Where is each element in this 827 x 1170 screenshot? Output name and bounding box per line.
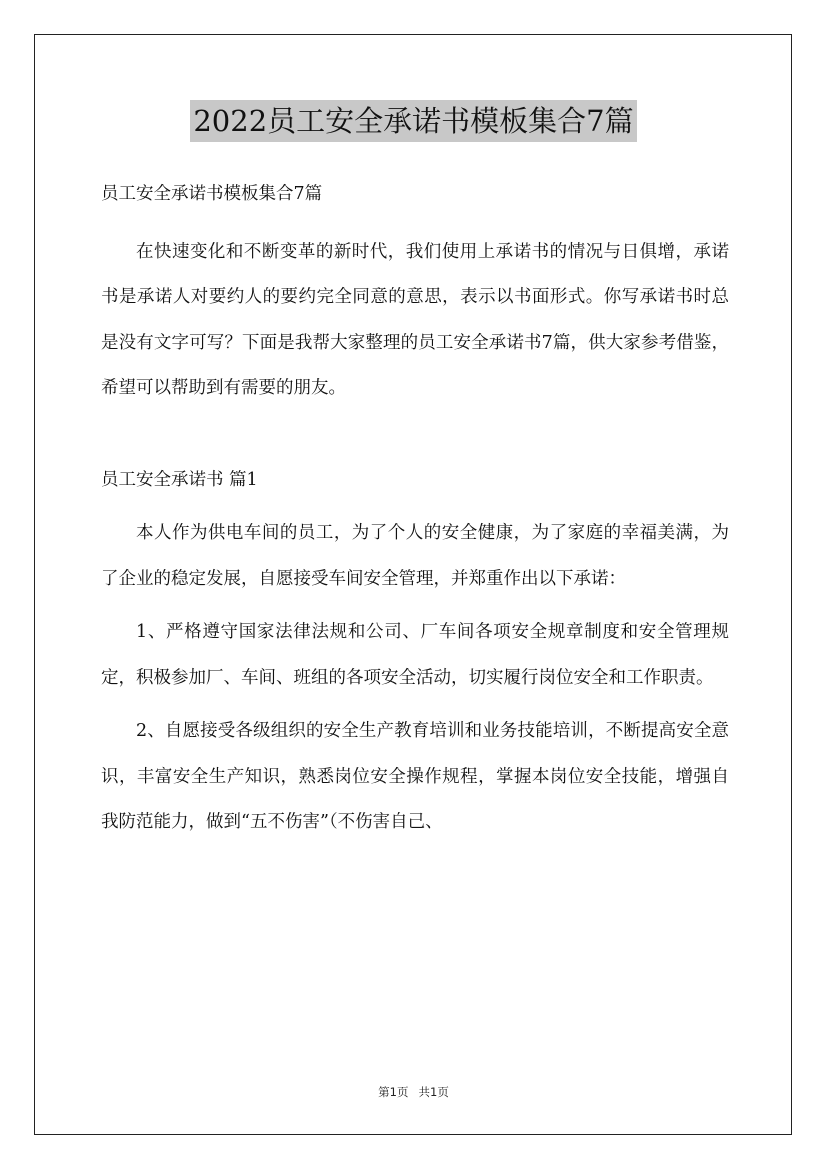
page-number-current: 第1页 — [378, 1085, 409, 1099]
body-paragraph: 本人作为供电车间的员工，为了个人的安全健康，为了家庭的幸福美满，为了企业的稳定发展，自愿接受车间安全管理，并郑重作出以下承诺： — [101, 523, 729, 589]
body-paragraph: 1、严格遵守国家法律法规和公司、厂车间各项安全规章制度和安全管理规定，积极参加厂、车间、班组的各项安全活动，切实履行岗位安全和工作职责。 — [101, 622, 729, 688]
section-heading: 员工安全承诺书 篇1 — [101, 469, 258, 490]
page-number-total: 共1页 — [418, 1085, 449, 1099]
page-footer — [0, 1084, 827, 1100]
document-title-block — [0, 100, 827, 147]
body-paragraph: 2、自愿接受各级组织的安全生产教育培训和业务技能培训，不断提高安全意识，丰富安全生产知识，熟悉岗位安全操作规程，掌握本岗位安全技能，增强自我防范能力，做到“五不伤害”（不伤害自己、 — [101, 721, 729, 832]
intro-paragraph: 在快速变化和不断变革的新时代，我们使用上承诺书的情况与日俱增，承诺书是承诺人对要约人的要约完全同意的意思，表示以书面形式。你写承诺书时总是没有文字可写？下面是我帮大家整理的员工安全承诺书7篇，供大家参考借鉴，希望可以帮助到有需要的朋友。 — [101, 241, 729, 398]
document-subtitle: 员工安全承诺书模板集合7篇 — [101, 184, 323, 204]
document-title: 2022员工安全承诺书模板集合7篇 — [190, 100, 636, 142]
document-body — [101, 172, 729, 846]
